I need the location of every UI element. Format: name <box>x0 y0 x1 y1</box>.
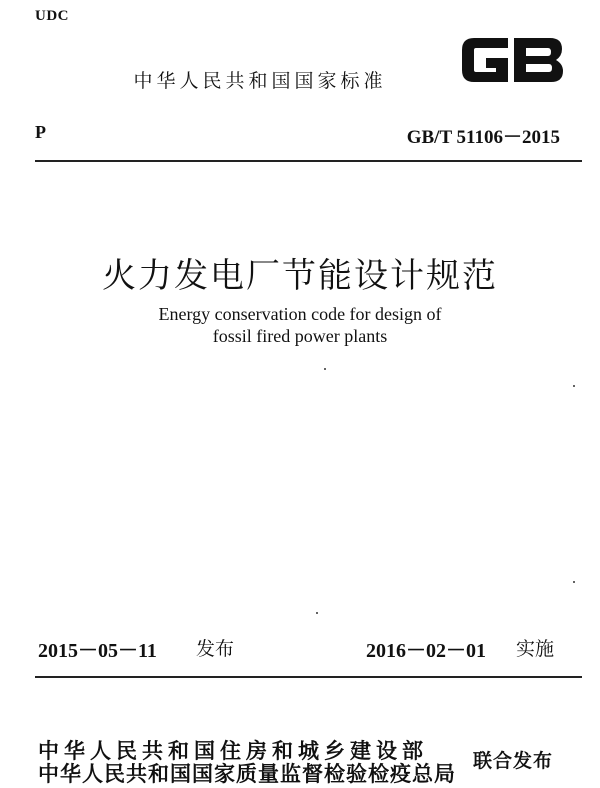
scan-speck <box>324 368 326 370</box>
category-code: P <box>35 122 46 142</box>
issue-label: 发布 <box>196 638 235 660</box>
national-standard-title: 中华人民共和国国家标准 <box>133 70 387 92</box>
standard-number: GB/T 51106－2015 <box>406 127 560 148</box>
chinese-title: 火力发电厂节能设计规范 <box>102 256 498 296</box>
scan-speck <box>573 581 575 583</box>
english-title-line-2: fossil fired power plants <box>212 326 388 346</box>
gb-logo-icon <box>456 30 568 90</box>
udc-label: UDC <box>35 8 69 24</box>
scan-speck <box>573 385 575 387</box>
english-title <box>0 303 600 347</box>
publisher-line-2: 中华人民共和国国家质量监督检验检疫总局 <box>38 762 456 786</box>
scan-speck <box>316 612 318 614</box>
issue-date: 2015－05－11 <box>38 640 157 662</box>
implementation-date: 2016－02－01 <box>366 640 486 662</box>
english-title-line-1: Energy conservation code for design of <box>158 304 442 324</box>
publisher-line-1: 中华人民共和国住房和城乡建设部 <box>38 739 428 763</box>
joint-publish-label: 联合发布 <box>473 750 554 772</box>
implementation-label: 实施 <box>516 638 555 660</box>
bottom-divider <box>35 676 582 678</box>
top-divider <box>35 160 582 162</box>
